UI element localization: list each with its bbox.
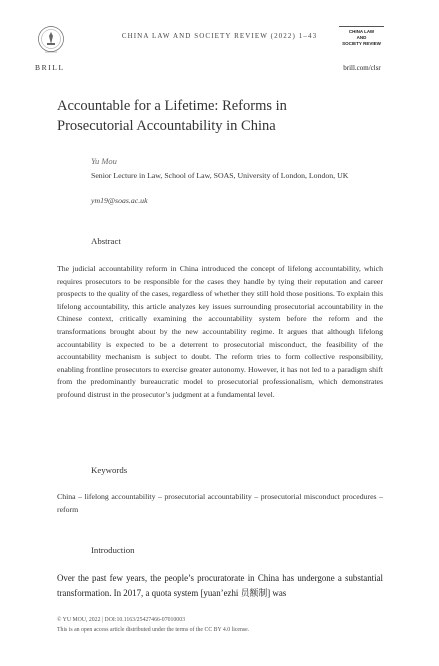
author-name: Yu Mou <box>91 156 117 166</box>
abstract-text: The judicial accountability reform in China introduced the concept of lifelong accountability, which requires prosecutors to be responsible for the cases they handle by tying their reputation and career prospects to the quality of the cases, regardless of whether they still hold those positions. To explain this lifelong accountability, this article analyzes key issues surrounding prosecutorial accountability in the Chinese context, critically examining the accountability system before the reform and the transformations brought about by the new accountability regime. It argues that although lifelong accountability is expected to be a deterrent to prosecutorial misconduct, the feasibility of the accountability mechanism is subject to doubt. The reform tries to form collective responsibility, enabling frontline prosecutors to exercise greater autonomy. However, it has not led to a paradigm shift from the predominantly bureaucratic model to prosecutorial professionalism, which demonstrates profound distrust in the prosecutor’s judgment at a fundamental level. <box>57 264 383 399</box>
journal-url-link[interactable]: brill.com/clsr <box>343 64 381 72</box>
brill-seal-logo <box>36 24 66 60</box>
introduction-heading: Introduction <box>91 545 135 555</box>
journal-logo-line: CHINA LAW <box>348 29 375 34</box>
author-email-link[interactable]: ym19@soas.ac.uk <box>91 196 148 205</box>
keywords-text: China – lifelong accountability – prosecutorial accountability – prosecutorial misconduct procedures – reform <box>57 492 383 514</box>
copyright-footer <box>57 616 383 635</box>
journal-logo-line: SOCIETY REVIEW <box>342 41 381 46</box>
author-affiliation: Senior Lecture in Law, School of Law, SOAS, University of London, London, UK <box>91 171 349 180</box>
journal-logo <box>339 26 384 47</box>
journal-logo-line: AND <box>356 35 367 40</box>
running-head: CHINA LAW AND SOCIETY REVIEW (2022) 1–43 <box>121 32 318 40</box>
abstract-heading: Abstract <box>91 236 121 246</box>
publisher-name: BRILL <box>35 63 65 72</box>
introduction-text: Over the past few years, the people’s procuratorate in China has undergone a substantial transformation. In 2017, a quota system [yuan’ezhi 员额制] was <box>57 573 383 598</box>
article-title: Accountable for a Lifetime: Reforms in Prosecutorial Accountability in China <box>57 98 287 134</box>
license-line: This is an open access article distributed under the terms of the CC BY 4.0 license. <box>57 626 250 633</box>
keywords-heading: Keywords <box>91 465 128 475</box>
copyright-doi-line: © YU MOU, 2022 | DOI:10.1163/25427466-07010003 <box>57 617 185 623</box>
